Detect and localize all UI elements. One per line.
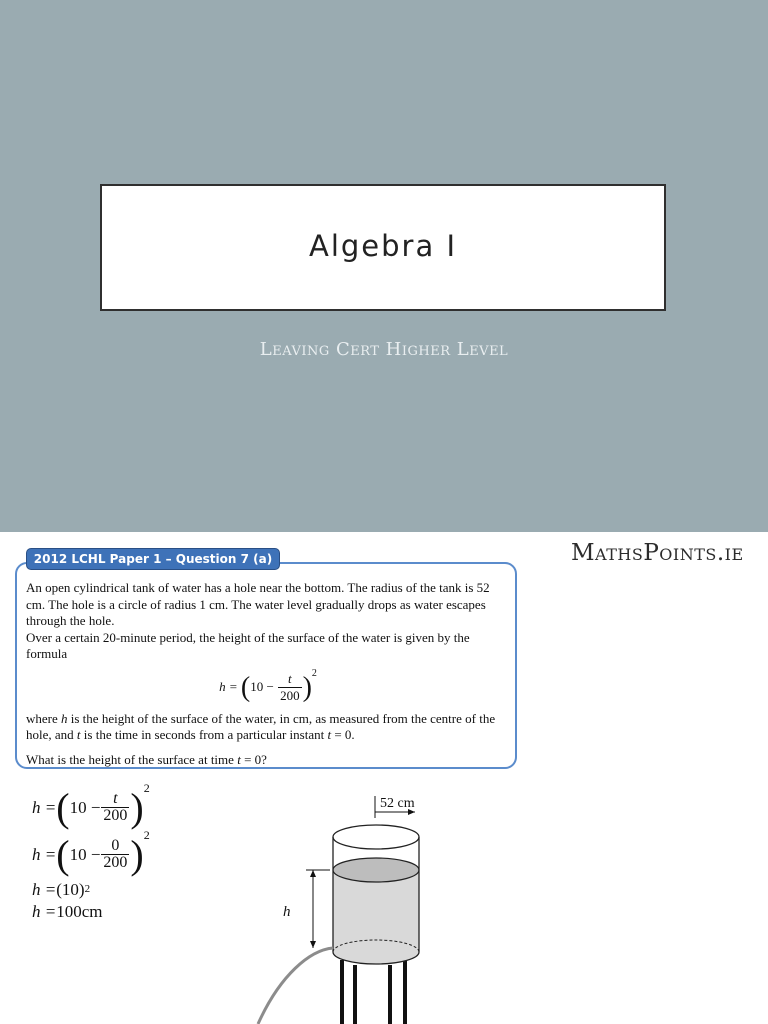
water-surface [333,858,419,882]
slide-subtitle: Leaving Cert Higher Level [259,339,509,360]
question-paragraph-2: Over a certain 20-minute period, the height of the surface of the water is given by the formula [26,629,470,661]
question-label: 2012 LCHL Paper 1 – Question 7 (a) [26,548,280,570]
solution-line-3: h = (10) 2 [32,879,91,899]
title-box [100,184,666,311]
formula-fraction: $\frac{t}{200}$ [280,670,300,703]
mathspoints-logo: MathsPoints.ie [571,540,744,566]
height-arrowhead-top [310,870,316,877]
question-paragraph-1: An open cylindrical tank of water has a hole near the bottom. The radius of the tank is 52 cm. The hole is a circle of radius 1 cm. The water level gradually drops as water escapes through the hole. [26,580,490,628]
height-label: h [283,904,291,920]
solution-steps [32,780,150,922]
question-paragraph-4: What is the height of the surface at time t = 0? [26,751,267,767]
water-jet [258,948,333,1024]
tank-top-rim [333,825,419,849]
formula-lhs: h = [219,678,241,694]
slide-title: Algebra I [308,228,458,263]
water-body [333,870,419,964]
solution-line-2: h = ( 10 − $\frac{0}{200}$ ) 2 [32,827,150,877]
formula-const: 10 − [250,678,278,694]
question-paragraph-3: where h is the height of the surface of the water, in cm, as measured from the centre of the hole, and t is the time in seconds from a particular instant t = 0. [26,710,496,742]
height-arrowhead-bottom [310,941,316,948]
formula-exponent: 2 [311,668,317,680]
question-text [26,580,510,768]
question-formula: h = (10 − $\frac{t}{200}$ )$^2$ [219,668,317,703]
solution-line-1: h = ( 10 − $\frac{t}{200}$ ) 2 [32,780,150,830]
tank-diagram [230,790,460,1024]
solution-line-4: h = 100cm [32,901,103,921]
radius-label: 52 cm [380,796,415,811]
